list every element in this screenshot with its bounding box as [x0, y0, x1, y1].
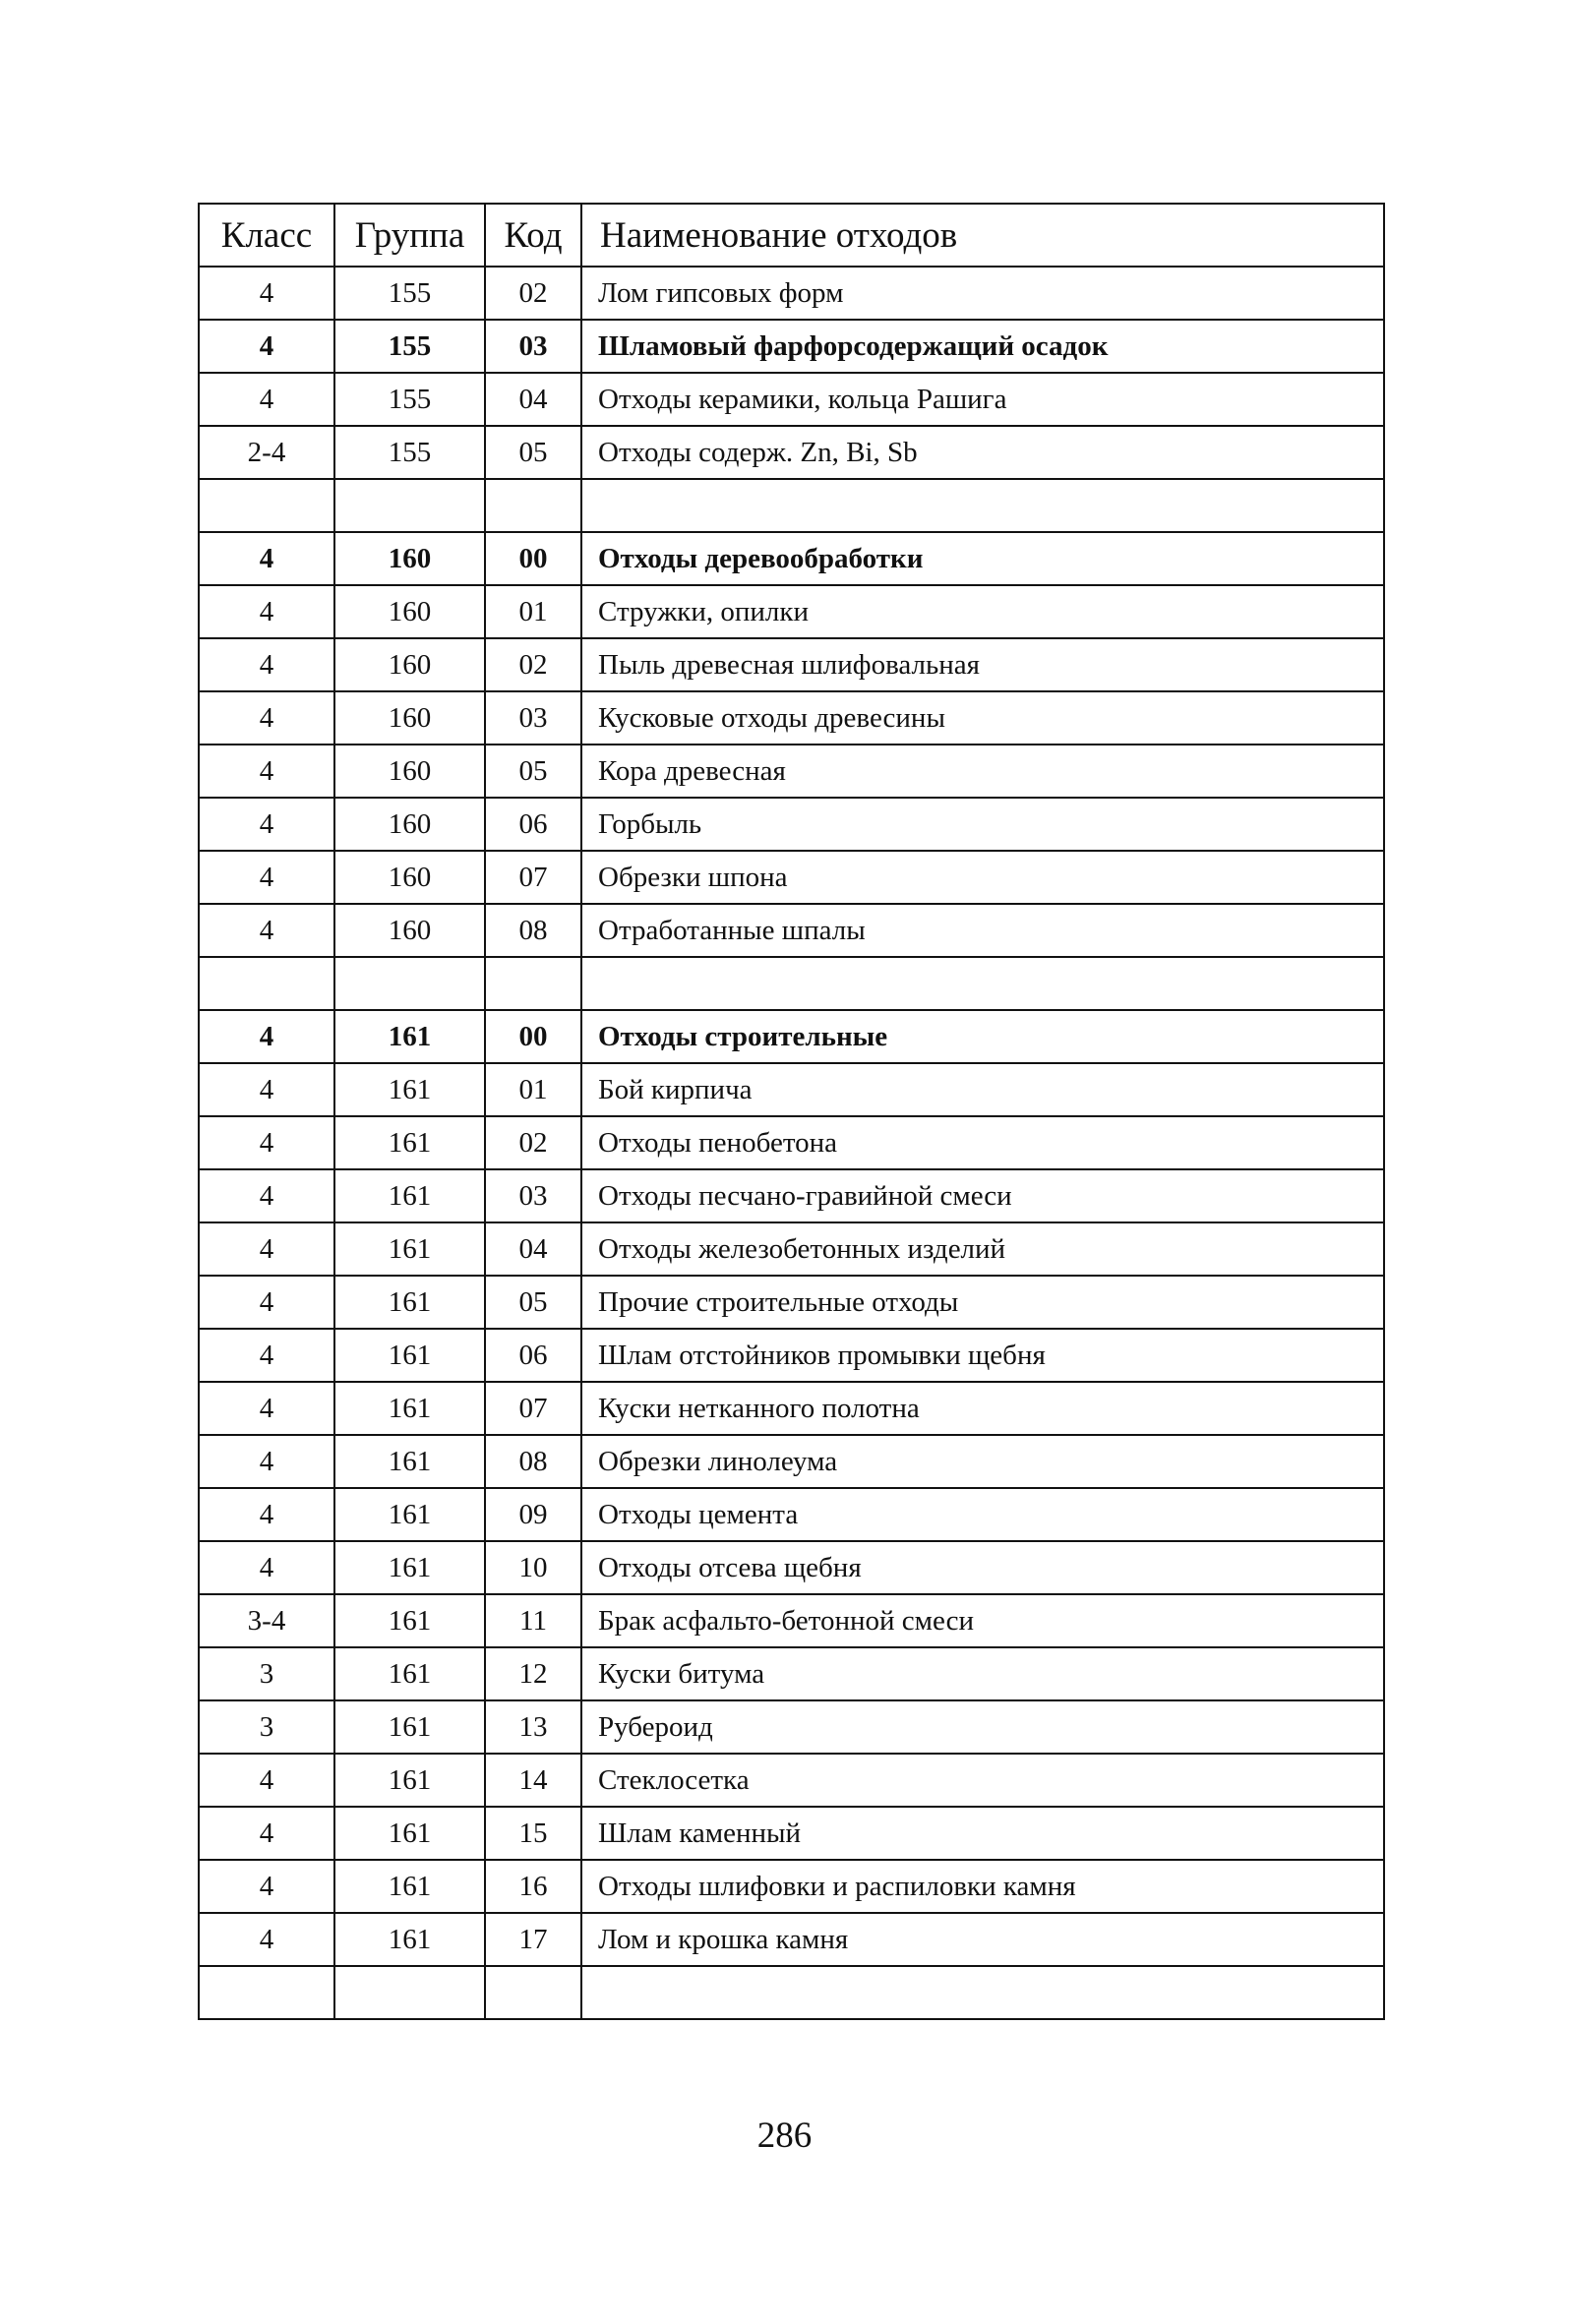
waste-table: [198, 203, 1385, 2020]
cell-code: 08: [485, 904, 581, 957]
cell-name: Отработанные шпалы: [581, 904, 1384, 957]
cell-name: Отходы цемента: [581, 1488, 1384, 1541]
cell-name: Шламовый фарфорсодержащий осадок: [581, 320, 1384, 373]
table-row: [199, 1807, 1384, 1860]
cell-code: 05: [485, 1276, 581, 1329]
cell-group: 161: [334, 1435, 485, 1488]
cell-code: 06: [485, 1329, 581, 1382]
table-row: [199, 267, 1384, 320]
cell-class: 4: [199, 1807, 334, 1860]
cell-class: 4: [199, 267, 334, 320]
cell-code: 11: [485, 1594, 581, 1647]
cell-group: 155: [334, 267, 485, 320]
cell-class: 4: [199, 691, 334, 745]
table-row: [199, 1435, 1384, 1488]
cell-class: 4: [199, 851, 334, 904]
table-row: [199, 1276, 1384, 1329]
table-row: [199, 1913, 1384, 1966]
cell-group: 161: [334, 1063, 485, 1116]
table-row: [199, 1541, 1384, 1594]
cell-group: 161: [334, 1488, 485, 1541]
cell-group: 160: [334, 851, 485, 904]
cell-group: 155: [334, 373, 485, 426]
table-row: [199, 1754, 1384, 1807]
table-row: [199, 638, 1384, 691]
cell-name: Отходы отсева щебня: [581, 1541, 1384, 1594]
cell-code: 05: [485, 745, 581, 798]
cell-name: Прочие строительные отходы: [581, 1276, 1384, 1329]
cell-group: 161: [334, 1276, 485, 1329]
cell-name: Отходы шлифовки и распиловки камня: [581, 1860, 1384, 1913]
cell-code: 01: [485, 1063, 581, 1116]
cell-group: 155: [334, 320, 485, 373]
cell-class: 4: [199, 798, 334, 851]
table-row: [199, 479, 1384, 532]
cell-group: [334, 1966, 485, 2019]
header-group: Группа: [334, 204, 485, 267]
cell-group: 161: [334, 1807, 485, 1860]
cell-group: 155: [334, 426, 485, 479]
cell-code: 01: [485, 585, 581, 638]
cell-code: [485, 479, 581, 532]
cell-code: 12: [485, 1647, 581, 1700]
cell-code: 02: [485, 267, 581, 320]
cell-code: 15: [485, 1807, 581, 1860]
header-name: Наименование отходов: [581, 204, 1384, 267]
cell-code: 03: [485, 320, 581, 373]
cell-code: 17: [485, 1913, 581, 1966]
cell-name: Пыль древесная шлифовальная: [581, 638, 1384, 691]
cell-code: 14: [485, 1754, 581, 1807]
cell-name: Отходы пенобетона: [581, 1116, 1384, 1169]
cell-code: [485, 957, 581, 1010]
cell-name: [581, 1966, 1384, 2019]
cell-group: 161: [334, 1010, 485, 1063]
table-row: [199, 798, 1384, 851]
table-row: [199, 1382, 1384, 1435]
cell-group: 161: [334, 1541, 485, 1594]
cell-class: 4: [199, 1913, 334, 1966]
cell-name: Шлам каменный: [581, 1807, 1384, 1860]
cell-code: 07: [485, 1382, 581, 1435]
cell-class: [199, 1966, 334, 2019]
cell-name: Отходы песчано-гравийной смеси: [581, 1169, 1384, 1222]
header-class: Класс: [199, 204, 334, 267]
cell-class: 4: [199, 745, 334, 798]
cell-class: 2-4: [199, 426, 334, 479]
cell-name: Брак асфальто-бетонной смеси: [581, 1594, 1384, 1647]
table-row: [199, 320, 1384, 373]
table-row: [199, 1329, 1384, 1382]
cell-class: 4: [199, 1010, 334, 1063]
cell-group: 160: [334, 745, 485, 798]
cell-name: [581, 957, 1384, 1010]
table-row: [199, 957, 1384, 1010]
cell-code: [485, 1966, 581, 2019]
table-row: [199, 1647, 1384, 1700]
cell-code: 16: [485, 1860, 581, 1913]
cell-name: Кора древесная: [581, 745, 1384, 798]
cell-class: 4: [199, 1488, 334, 1541]
table-row: [199, 851, 1384, 904]
table-row: [199, 532, 1384, 585]
table-row: [199, 1860, 1384, 1913]
cell-group: 161: [334, 1647, 485, 1700]
cell-code: 02: [485, 1116, 581, 1169]
table-row: [199, 373, 1384, 426]
cell-name: Куски нетканного полотна: [581, 1382, 1384, 1435]
cell-code: 02: [485, 638, 581, 691]
cell-name: Отходы деревообработки: [581, 532, 1384, 585]
cell-name: Лом и крошка камня: [581, 1913, 1384, 1966]
cell-name: Лом гипсовых форм: [581, 267, 1384, 320]
cell-name: Кусковые отходы древесины: [581, 691, 1384, 745]
cell-group: 160: [334, 904, 485, 957]
cell-name: Обрезки линолеума: [581, 1435, 1384, 1488]
cell-group: 161: [334, 1329, 485, 1382]
cell-class: 4: [199, 1329, 334, 1382]
cell-code: 10: [485, 1541, 581, 1594]
cell-group: 160: [334, 532, 485, 585]
table-header-row: [199, 204, 1384, 267]
cell-class: 4: [199, 1063, 334, 1116]
cell-group: 161: [334, 1594, 485, 1647]
cell-code: 06: [485, 798, 581, 851]
cell-code: 09: [485, 1488, 581, 1541]
cell-code: 08: [485, 1435, 581, 1488]
cell-group: [334, 957, 485, 1010]
cell-name: Отходы содерж. Zn, Bi, Sb: [581, 426, 1384, 479]
table-row: [199, 1700, 1384, 1754]
cell-class: 4: [199, 904, 334, 957]
cell-class: [199, 957, 334, 1010]
cell-group: 161: [334, 1222, 485, 1276]
table-row: [199, 691, 1384, 745]
table-row: [199, 1488, 1384, 1541]
cell-code: 07: [485, 851, 581, 904]
cell-name: Стружки, опилки: [581, 585, 1384, 638]
cell-name: Горбыль: [581, 798, 1384, 851]
cell-class: 4: [199, 1222, 334, 1276]
cell-class: 3: [199, 1647, 334, 1700]
cell-group: 160: [334, 638, 485, 691]
table-row: [199, 585, 1384, 638]
cell-class: 4: [199, 638, 334, 691]
table-row: [199, 426, 1384, 479]
table-row: [199, 1169, 1384, 1222]
cell-name: Рубероид: [581, 1700, 1384, 1754]
cell-code: 04: [485, 373, 581, 426]
cell-code: 00: [485, 1010, 581, 1063]
cell-code: 13: [485, 1700, 581, 1754]
cell-class: 4: [199, 1860, 334, 1913]
cell-name: Обрезки шпона: [581, 851, 1384, 904]
cell-group: 161: [334, 1860, 485, 1913]
cell-class: 4: [199, 1169, 334, 1222]
cell-name: Куски битума: [581, 1647, 1384, 1700]
cell-class: 4: [199, 532, 334, 585]
cell-class: 4: [199, 1276, 334, 1329]
cell-class: 4: [199, 320, 334, 373]
cell-group: 161: [334, 1382, 485, 1435]
table-row: [199, 1010, 1384, 1063]
cell-name: [581, 479, 1384, 532]
cell-group: 161: [334, 1116, 485, 1169]
cell-class: 4: [199, 1754, 334, 1807]
cell-group: 161: [334, 1700, 485, 1754]
cell-class: [199, 479, 334, 532]
cell-group: [334, 479, 485, 532]
cell-class: 4: [199, 1541, 334, 1594]
cell-name: Шлам отстойников промывки щебня: [581, 1329, 1384, 1382]
cell-class: 4: [199, 585, 334, 638]
table-row: [199, 745, 1384, 798]
cell-group: 161: [334, 1169, 485, 1222]
table-row: [199, 1063, 1384, 1116]
cell-class: 3-4: [199, 1594, 334, 1647]
table-row: [199, 1966, 1384, 2019]
cell-class: 4: [199, 373, 334, 426]
table-row: [199, 904, 1384, 957]
cell-code: 04: [485, 1222, 581, 1276]
cell-code: 05: [485, 426, 581, 479]
cell-class: 4: [199, 1382, 334, 1435]
cell-name: Отходы железобетонных изделий: [581, 1222, 1384, 1276]
header-code: Код: [485, 204, 581, 267]
cell-code: 00: [485, 532, 581, 585]
cell-group: 161: [334, 1754, 485, 1807]
table-row: [199, 1222, 1384, 1276]
cell-group: 160: [334, 798, 485, 851]
cell-code: 03: [485, 691, 581, 745]
table-row: [199, 1594, 1384, 1647]
cell-class: 4: [199, 1435, 334, 1488]
cell-code: 03: [485, 1169, 581, 1222]
cell-group: 161: [334, 1913, 485, 1966]
cell-group: 160: [334, 691, 485, 745]
cell-group: 160: [334, 585, 485, 638]
cell-name: Отходы строительные: [581, 1010, 1384, 1063]
cell-name: Стеклосетка: [581, 1754, 1384, 1807]
table-body: [199, 267, 1384, 2019]
cell-class: 4: [199, 1116, 334, 1169]
cell-name: Отходы керамики, кольца Рашига: [581, 373, 1384, 426]
table-row: [199, 1116, 1384, 1169]
cell-name: Бой кирпича: [581, 1063, 1384, 1116]
page-number: 286: [756, 2115, 813, 2156]
cell-class: 3: [199, 1700, 334, 1754]
